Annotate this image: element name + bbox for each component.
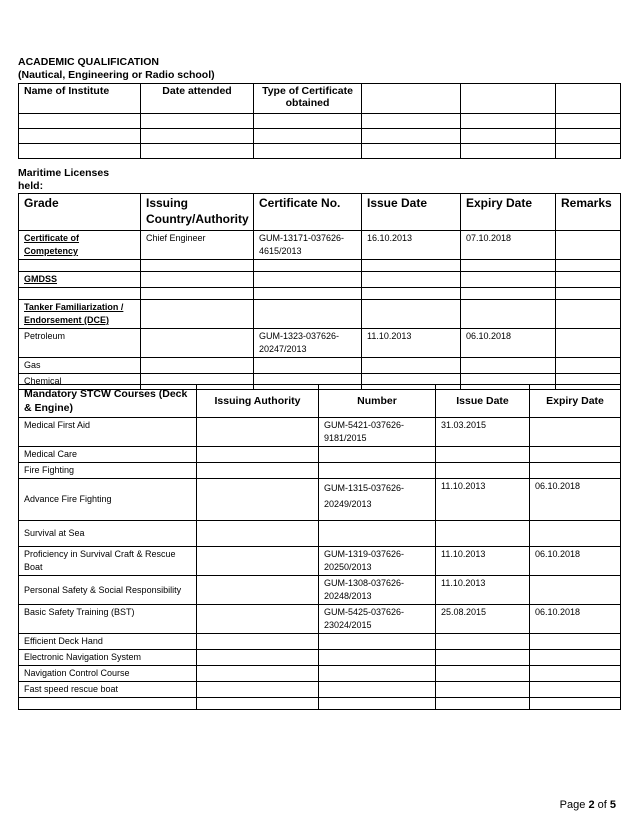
academic-table [18,83,621,159]
col-header-blank [556,84,621,114]
course-issue-date: 11.10.2013 [436,479,530,521]
academic-header-row [19,84,621,114]
table-row [19,329,621,358]
table-row [19,418,621,447]
table-row [19,547,621,576]
col-header-date-attended: Date attended [141,84,254,114]
license-cert-no: GUM-1323-037626-20247/2013 [254,329,362,358]
license-expiry-date: 06.10.2018 [461,329,556,358]
col-header-expiry-date: Expiry Date [461,194,556,231]
table-row [19,231,621,260]
course-authority [197,418,319,447]
course-number: GUM-1308-037626-20248/2013 [319,576,436,605]
table-row [19,650,621,666]
course-issue-date: 11.10.2013 [436,547,530,576]
col-header-blank [362,84,461,114]
license-authority: Chief Engineer [141,231,254,260]
table-row [19,634,621,650]
col-header-expiry-date: Expiry Date [530,385,621,418]
page-word: Page [559,799,586,811]
course-expiry-date [530,418,621,447]
academic-title: ACADEMIC QUALIFICATION [18,56,159,68]
course-number: GUM-5421-037626-9181/2015 [319,418,436,447]
course-name: Proficiency in Survival Craft & Rescue Boat [19,547,197,576]
col-header-course: Mandatory STCW Courses (Deck & Engine) [19,385,197,418]
license-grade: Tanker Familiarization / Endorsement (DCE) [19,300,141,329]
licenses-heading [18,167,109,193]
course-expiry-date: 06.10.2018 [530,547,621,576]
license-grade: Chemical [19,374,141,390]
stcw-table [18,384,621,710]
course-name: Fire Fighting [19,463,197,479]
licenses-table [18,193,621,390]
license-grade: GMDSS [19,272,141,288]
table-row [19,114,621,129]
course-expiry-date: 06.10.2018 [530,605,621,634]
licenses-title-cont: held: [18,180,44,192]
course-name: Personal Safety & Social Responsibility [19,576,197,605]
table-row [19,463,621,479]
course-name: Survival at Sea [19,521,197,547]
course-name: Basic Safety Training (BST) [19,605,197,634]
course-number: GUM-5425-037626-23024/2015 [319,605,436,634]
course-name: Navigation Control Course [19,666,197,682]
table-row [19,288,621,300]
course-expiry-date: 06.10.2018 [530,479,621,521]
stcw-header-row [19,385,621,418]
col-header-issuing-country: Issuing Country/Authority [141,194,254,231]
license-issue-date: 16.10.2013 [362,231,461,260]
course-name: Fast speed rescue boat [19,682,197,698]
license-expiry-date: 07.10.2018 [461,231,556,260]
licenses-title: Maritime Licenses [18,167,110,179]
page-of: of [597,799,607,811]
table-row [19,576,621,605]
col-header-blank [461,84,556,114]
license-grade [19,288,141,300]
col-header-certificate-type: Type of Certificate obtained [254,84,362,114]
table-row [19,479,621,521]
table-row [19,260,621,272]
course-issue-date: 11.10.2013 [436,576,530,605]
course-number: GUM-1315-037626-20249/2013 [319,479,436,521]
course-name: Electronic Navigation System [19,650,197,666]
table-row [19,698,621,710]
licenses-header-row [19,194,621,231]
course-authority [197,576,319,605]
table-row [19,521,621,547]
license-remarks [556,329,621,358]
license-grade [19,260,141,272]
course-name: Efficient Deck Hand [19,634,197,650]
col-header-certificate-no: Certificate No. [254,194,362,231]
license-authority [141,329,254,358]
table-row [19,682,621,698]
academic-subtitle: (Nautical, Engineering or Radio school) [18,69,215,81]
page-number [560,799,616,811]
col-header-institute: Name of Institute [19,84,141,114]
col-header-grade: Grade [19,194,141,231]
course-name: Medical Care [19,447,197,463]
col-header-remarks: Remarks [556,194,621,231]
table-row [19,447,621,463]
col-header-issuing-authority: Issuing Authority [197,385,319,418]
course-authority [197,479,319,521]
license-grade: Certificate of Competency [19,231,141,260]
table-row [19,129,621,144]
course-name: Medical First Aid [19,418,197,447]
course-authority [197,547,319,576]
table-row [19,300,621,329]
academic-heading [18,56,215,82]
license-remarks [556,231,621,260]
course-name: Advance Fire Fighting [19,479,197,521]
col-header-issue-date: Issue Date [362,194,461,231]
col-header-issue-date: Issue Date [436,385,530,418]
course-name [19,698,197,710]
table-row [19,605,621,634]
course-issue-date: 31.03.2015 [436,418,530,447]
course-issue-date: 25.08.2015 [436,605,530,634]
table-row [19,666,621,682]
page-total: 5 [609,799,616,811]
license-issue-date: 11.10.2013 [362,329,461,358]
license-grade: Gas [19,358,141,374]
table-row [19,358,621,374]
table-row [19,272,621,288]
col-header-number: Number [319,385,436,418]
course-authority [197,605,319,634]
course-number: GUM-1319-037626-20250/2013 [319,547,436,576]
course-expiry-date [530,576,621,605]
license-grade: Petroleum [19,329,141,358]
license-cert-no: GUM-13171-037626-4615/2013 [254,231,362,260]
table-row [19,144,621,159]
page-current: 2 [588,799,595,811]
